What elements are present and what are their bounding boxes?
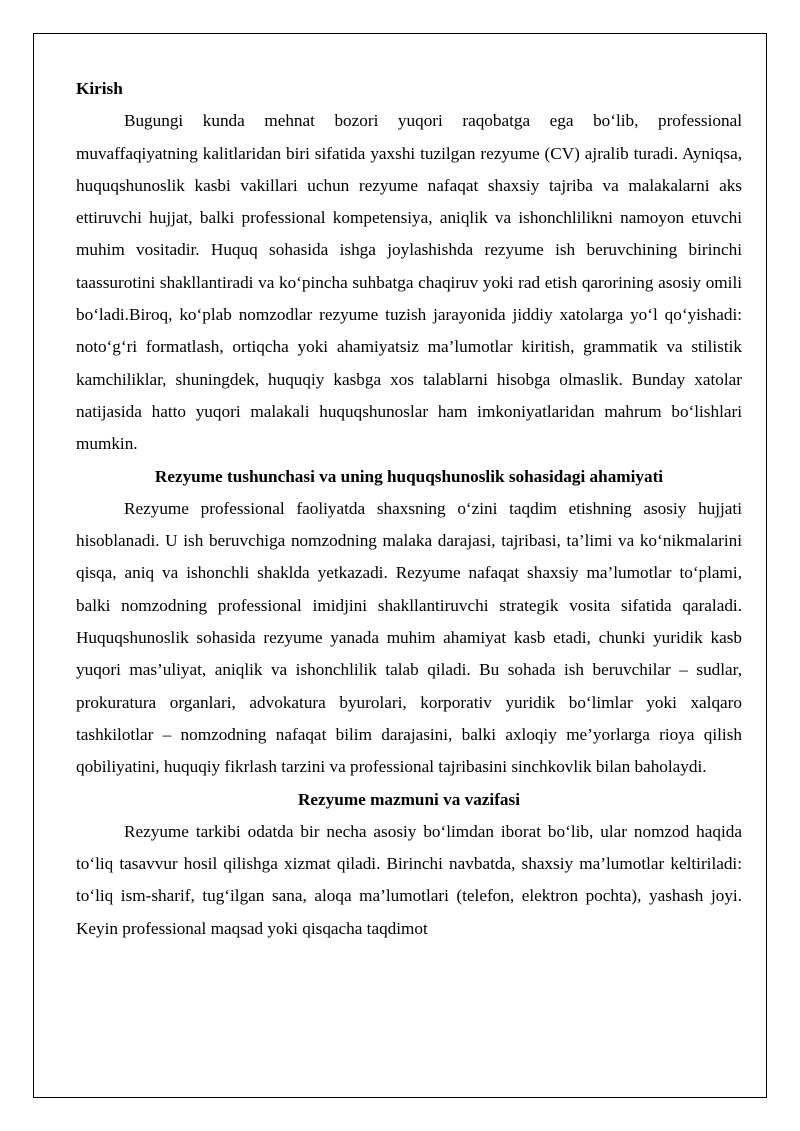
section-paragraph-importance: Rezyume professional faoliyatda shaxsning o‘zini taqdim etishning asosiy hujjati hisoblanadi. U ish beruvchiga nomzodning malaka darajasi, tajribasi, ta’limi va ko‘nikmalarini qisqa, aniq va ishonchli shaklda yetkazadi. Rezyume nafaqat shaxsiy ma’lumotlar to‘plami, balki nomzodning professional imidjini shakllantiruvchi strategik vosita sifatida qaraladi. Huquqshunoslik sohasida rezyume yanada muhim ahamiyat kasb etadi, chunki yuridik kasb yuqori mas’uliyat, aniqlik va ishonchlilik talab qiladi. Bu sohada ish beruvchilar – sudlar, prokuratura organlari, advokatura byurolari, korporativ yuridik bo‘limlar yoki xalqaro tashkilotlar – nomzodning nafaqat bilim darajasini, balki axloqiy me’yorlarga rioya qilish qobiliyatini, huquqiy fikrlash tarzini va professional tajribasini sinchkovlik bilan baholaydi. (76, 498, 742, 777)
document-body (76, 73, 742, 945)
intro-heading: Kirish (76, 79, 123, 98)
section-heading-content: Rezyume mazmuni va vazifasi (298, 789, 520, 809)
intro-paragraph: Bugungi kunda mehnat bozori yuqori raqobatga ega bo‘lib, professional muvaffaqiyatning kalitlaridan biri sifatida yaxshi tuzilgan rezyume (CV) ajralib turadi. Ayniqsa, huquqshunoslik kasbi vakillari uchun rezyume nafaqat shaxsiy tajriba va malakalarni aks ettiruvchi hujjat, balki professional kompetensiya, aniqlik va ishonchlilikni namoyon etuvchi muhim vositadir. Huquq sohasida ishga joylashishda rezyume ish beruvchining birinchi taassurotini shakllantiradi va ko‘pincha suhbatga chaqiruv yoki rad etish qarorining asosiy omili bo‘ladi.Biroq, ko‘plab nomzodlar rezyume tuzish jarayonida jiddiy xatolarga yo‘l qo‘yishadi: noto‘g‘ri formatlash, ortiqcha yoki ahamiyatsiz ma’lumotlar kiritish, grammatik va stilistik kamchiliklar, shuningdek, huquqiy kasbga xos talablarni hisobga olmaslik. Bunday xatolar natijasida hatto yuqori malakali huquqshunoslar ham imkoniyatlaridan mahrum bo‘lishlari mumkin. (76, 111, 742, 454)
section-heading-importance: Rezyume tushunchasi va uning huquqshunoslik sohasidagi ahamiyati (154, 466, 664, 486)
section-paragraph-content: Rezyume tarkibi odatda bir necha asosiy bo‘limdan iborat bo‘lib, ular nomzod haqida to‘liq tasavvur hosil qilishga xizmat qiladi. Birinchi navbatda, shaxsiy ma’lumotlar keltiriladi: to‘liq ism-sharif, tug‘ilgan sana, aloqa ma’lumotlari (telefon, elektron pochta), yashash joyi. Keyin professional maqsad yoki qisqacha taqdimot (76, 821, 742, 938)
